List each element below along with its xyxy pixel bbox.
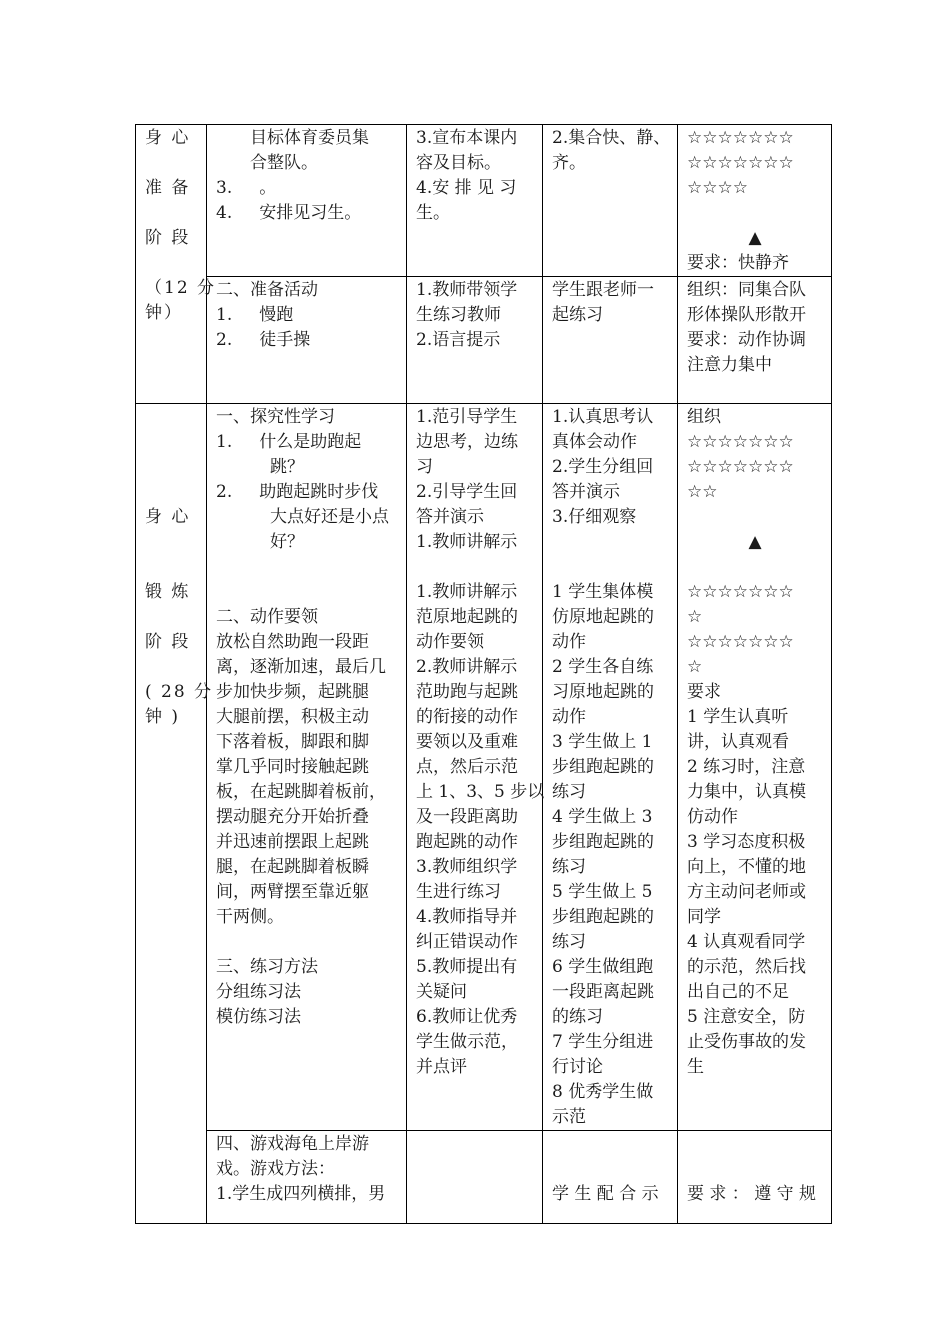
org-line: 3 学习态度积极: [687, 832, 806, 852]
student-line: 学 生 配 合 示: [552, 1184, 659, 1204]
org-line: [687, 201, 823, 226]
org-line: [687, 1157, 823, 1182]
teacher-line: 边思考，边练: [416, 432, 518, 452]
student-line: 行讨论: [552, 1057, 603, 1077]
org-line: 要求: [687, 682, 721, 702]
prep-row-1: [136, 125, 832, 277]
content-line: 步加快步频，起跳腿: [216, 682, 369, 702]
teacher-line: 关疑问: [416, 982, 467, 1002]
content-line: 1. 慢跑: [216, 305, 294, 325]
student-line: [552, 1157, 669, 1182]
student-line: [552, 1132, 669, 1157]
org-line: [687, 1132, 823, 1157]
teacher-position-triangle: ▲: [748, 228, 762, 248]
student-line: 7 学生分组进: [552, 1032, 654, 1052]
teacher-line: 点，然后示范: [416, 757, 518, 777]
teacher-line: 4.教师指导并: [416, 907, 518, 927]
prep-row-2: [136, 277, 832, 404]
teacher-line: [416, 1132, 534, 1157]
teacher-cell: [407, 277, 543, 404]
student-line: 仿原地起跳的: [552, 607, 654, 627]
content-cell: [207, 1131, 407, 1224]
teacher-line: 1.教师带领学: [416, 280, 518, 300]
org-line: [687, 555, 823, 580]
org-line: 方主动问老师或: [687, 882, 806, 902]
content-line: 腿，在起跳脚着板瞬: [216, 857, 369, 877]
teacher-line: 5.教师提出有: [416, 957, 518, 977]
student-line: 3.仔细观察: [552, 507, 637, 527]
content-line: 三、练习方法: [216, 957, 318, 977]
content-line: 大点好还是小点: [216, 507, 390, 527]
stage-text: [145, 430, 198, 455]
org-line: 向上，不懂的地: [687, 857, 806, 877]
teacher-line: 学生做示范，: [416, 1032, 518, 1052]
student-line: 动作: [552, 707, 586, 727]
org-line: 力集中，认真模: [687, 782, 806, 802]
stage-text: [145, 480, 198, 505]
student-line: 1 学生集体模: [552, 582, 654, 602]
teacher-line: 生练习教师: [416, 305, 501, 325]
stage-text: [145, 555, 198, 580]
stage-text: [145, 455, 198, 480]
formation-stars: ☆☆☆☆☆☆☆: [687, 632, 794, 652]
student-line: 练习: [552, 782, 586, 802]
content-line: 摆动腿充分开始折叠: [216, 807, 369, 827]
content-line: 1. 什么是助跑起: [216, 432, 362, 452]
student-line: [552, 530, 669, 555]
content-cell: [207, 277, 407, 404]
teacher-line: 4.安 排 见 习: [416, 178, 517, 198]
teacher-line: 1.教师讲解示: [416, 582, 518, 602]
content-line: [216, 580, 398, 605]
org-line: [687, 505, 823, 530]
content-line: 掌几乎同时接触起跳: [216, 757, 369, 777]
student-line: 学生跟老师一: [552, 280, 654, 300]
content-line: 二、准备活动: [216, 280, 318, 300]
content-line: 合整队。: [250, 153, 318, 173]
stage-text: [145, 151, 198, 176]
exercise-stage-cell: [136, 404, 214, 1224]
stage-text: 钟 ): [145, 707, 181, 727]
stage-text: 身 心: [145, 507, 191, 527]
teacher-line: [416, 555, 534, 580]
student-line: 练习: [552, 857, 586, 877]
teacher-line: 纠正错误动作: [416, 932, 518, 952]
formation-stars: ☆☆☆☆☆☆☆: [687, 457, 794, 477]
student-line: 示范: [552, 1107, 586, 1127]
student-line: 3 学生做上 1: [552, 732, 653, 752]
student-line: 1.认真思考认: [552, 407, 654, 427]
formation-stars: ☆: [687, 657, 703, 677]
teacher-line: 3.宣布本课内: [416, 128, 518, 148]
teacher-line: 答并演示: [416, 507, 484, 527]
org-line: 同学: [687, 907, 721, 927]
teacher-line: 并点评: [416, 1057, 467, 1077]
content-line: 大腿前摆，积极主动: [216, 707, 369, 727]
stage-text: 锻 炼: [145, 582, 191, 602]
student-line: 8 优秀学生做: [552, 1082, 654, 1102]
prep-stage-cell: [136, 125, 217, 404]
org-line: 1 学生认真听: [687, 707, 789, 727]
content-line: 离，逐渐加速，最后几: [216, 657, 386, 677]
content-line: 戏。游戏方法：: [216, 1159, 335, 1179]
exercise-row-1: [136, 404, 832, 1131]
teacher-line: 容及目标。: [416, 153, 501, 173]
org-line: 5 注意安全，防: [687, 1007, 806, 1027]
org-line: 止受伤事故的发: [687, 1032, 806, 1052]
stage-text: （12 分: [145, 278, 217, 298]
content-line: 目标体育委员集: [250, 128, 369, 148]
student-line: 步组跑起跳的: [552, 907, 654, 927]
content-line: 分组练习法: [216, 982, 301, 1002]
content-line: 板，在起跳脚着板前，: [216, 782, 386, 802]
content-line: 二、动作要领: [216, 607, 318, 627]
organization-cell: [678, 277, 832, 404]
content-cell: [207, 125, 407, 277]
teacher-line: 上 1、3、5 步以: [416, 782, 545, 802]
formation-stars: ☆☆☆☆☆☆☆: [687, 153, 794, 173]
content-line: 一、探究性学习: [216, 407, 335, 427]
stage-text: [145, 405, 198, 430]
exercise-row-2: [136, 1131, 832, 1224]
student-line: 答并演示: [552, 482, 620, 502]
student-line: [552, 555, 669, 580]
student-line: 2.集合快、静、: [552, 128, 671, 148]
stage-text: [145, 251, 198, 276]
stage-text: [145, 530, 198, 555]
org-line: 出自己的不足: [687, 982, 789, 1002]
organization-cell: [678, 404, 832, 1131]
content-line: 干两侧。: [216, 907, 284, 927]
student-line: 6 学生做组跑: [552, 957, 654, 977]
org-requirement: 要求：快静齐: [687, 253, 789, 273]
teacher-line: 及一段距离助: [416, 807, 518, 827]
content-line: 并迅速前摆跟上起跳: [216, 832, 369, 852]
org-line: 组织: [687, 407, 721, 427]
stage-text: [145, 655, 198, 680]
teacher-line: 的衔接的动作: [416, 707, 518, 727]
student-line: 步组跑起跳的: [552, 832, 654, 852]
teacher-line: 2.教师讲解示: [416, 657, 518, 677]
teacher-line: 跑起跳的动作: [416, 832, 518, 852]
student-line: 步组跑起跳的: [552, 757, 654, 777]
stage-text: 阶 段: [145, 632, 191, 652]
teacher-line: 3.教师组织学: [416, 857, 518, 877]
stage-text: 阶 段: [145, 228, 191, 248]
student-line: 的练习: [552, 1007, 603, 1027]
content-line: 下落着板，脚跟和脚: [216, 732, 369, 752]
org-line: 4 认真观看同学: [687, 932, 806, 952]
student-cell: [543, 277, 678, 404]
teacher-line: 习: [416, 457, 433, 477]
formation-stars: ☆: [687, 607, 703, 627]
student-cell: [543, 1131, 678, 1224]
stage-text: 身 心: [145, 128, 191, 148]
stage-text: 钟）: [145, 303, 183, 323]
stage-text: [145, 201, 198, 226]
content-line: 模仿练习法: [216, 1007, 301, 1027]
content-line: 2. 助跑起跳时步伐: [216, 482, 379, 502]
formation-stars: ☆☆☆☆☆☆☆: [687, 432, 794, 452]
student-cell: [543, 125, 678, 277]
teacher-line: 6.教师让优秀: [416, 1007, 518, 1027]
teacher-position-triangle: ▲: [748, 532, 762, 552]
teacher-line: 要领以及重难: [416, 732, 518, 752]
stage-text: 准 备: [145, 178, 191, 198]
org-line: 要 求 ： 遵 守 规: [687, 1184, 817, 1204]
formation-stars: ☆☆: [687, 482, 718, 502]
teacher-line: 范原地起跳的: [416, 607, 518, 627]
org-line: 要求：动作协调: [687, 330, 806, 350]
stage-text: ( 28 分: [145, 682, 214, 702]
org-line: 组织：同集合队: [687, 280, 806, 300]
student-line: 4 学生做上 3: [552, 807, 653, 827]
student-line: 5 学生做上 5: [552, 882, 653, 902]
org-line: 仿动作: [687, 807, 738, 827]
organization-cell: [678, 125, 832, 277]
content-line: 放松自然助跑一段距: [216, 632, 369, 652]
org-line: 讲，认真观看: [687, 732, 789, 752]
teacher-cell: [407, 125, 543, 277]
teacher-line: 1.范引导学生: [416, 407, 518, 427]
student-line: 一段距离起跳: [552, 982, 654, 1002]
stage-text: [145, 605, 198, 630]
formation-stars: ☆☆☆☆☆☆☆: [687, 582, 794, 602]
student-line: 2 学生各自练: [552, 657, 654, 677]
student-line: 起练习: [552, 305, 603, 325]
content-line: 4. 安排见习生。: [216, 203, 362, 223]
content-line: 间，两臂摆至靠近躯: [216, 882, 369, 902]
student-line: 真体会动作: [552, 432, 637, 452]
org-line: 生: [687, 1057, 704, 1077]
teacher-line: 范助跑与起跳: [416, 682, 518, 702]
content-line: 跳？: [216, 457, 305, 477]
content-line: 1.学生成四列横排，男: [216, 1184, 386, 1204]
student-line: 动作: [552, 632, 586, 652]
student-line: 习原地起跳的: [552, 682, 654, 702]
content-cell: [207, 404, 407, 1131]
content-line: [216, 930, 398, 955]
teacher-line: 2.语言提示: [416, 330, 501, 350]
org-line: 的示范，然后找: [687, 957, 806, 977]
lesson-plan-table: [135, 124, 832, 1224]
formation-stars: ☆☆☆☆: [687, 178, 748, 198]
teacher-line: 生进行练习: [416, 882, 501, 902]
student-line: 练习: [552, 932, 586, 952]
org-line: 形体操队形散开: [687, 305, 806, 325]
teacher-line: 1.教师讲解示: [416, 532, 518, 552]
content-line: 好？: [216, 532, 305, 552]
student-line: 2.学生分组回: [552, 457, 654, 477]
org-line: 注意力集中: [687, 355, 772, 375]
student-line: 齐。: [552, 153, 586, 173]
teacher-line: 生。: [416, 203, 450, 223]
content-line: [216, 555, 398, 580]
content-line: 四、游戏海龟上岸游: [216, 1134, 369, 1154]
org-line: 2 练习时，注意: [687, 757, 806, 777]
teacher-cell: [407, 404, 543, 1131]
teacher-line: 动作要领: [416, 632, 484, 652]
formation-stars: ☆☆☆☆☆☆☆: [687, 128, 794, 148]
organization-cell: [678, 1131, 832, 1224]
teacher-line: 2.引导学生回: [416, 482, 518, 502]
content-line: 2. 徒手操: [216, 330, 311, 350]
student-cell: [543, 404, 678, 1131]
content-line: 3. 。: [216, 178, 277, 198]
teacher-cell: [407, 1131, 543, 1224]
